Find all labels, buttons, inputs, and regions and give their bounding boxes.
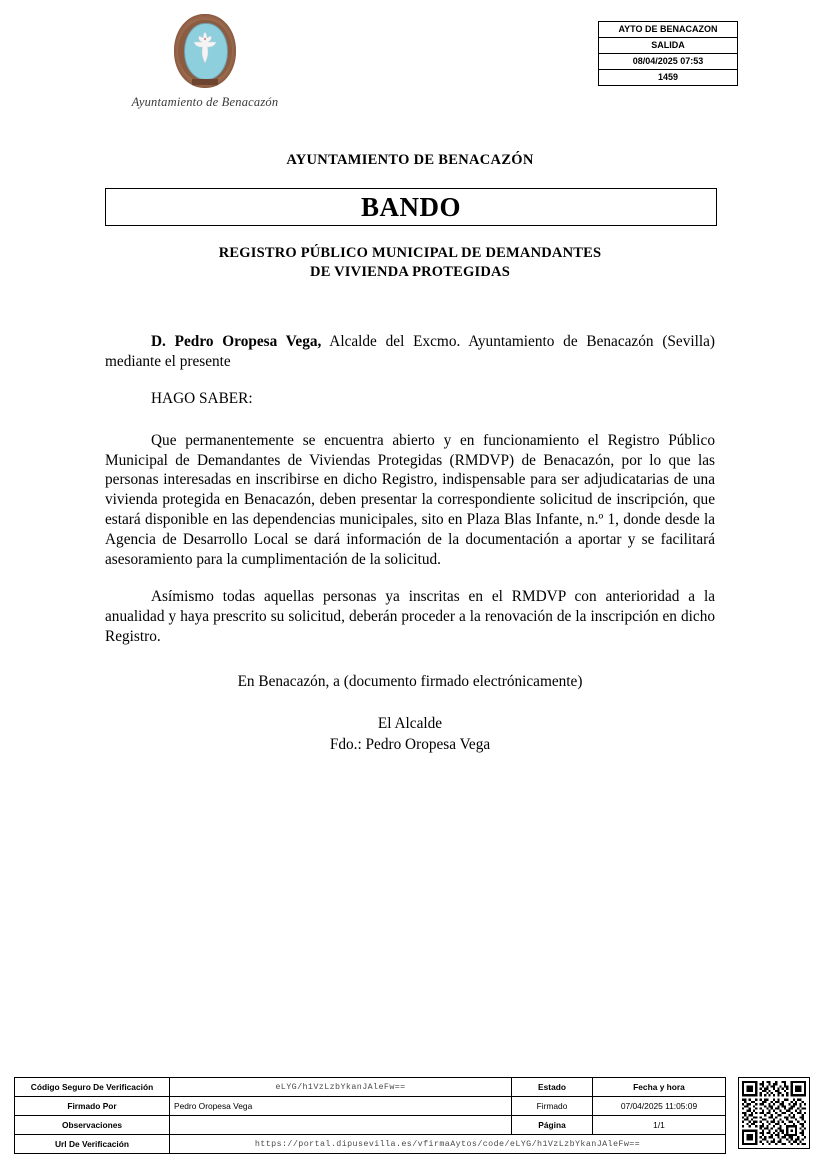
place-and-date: En Benacazón, a (documento firmado electrónicamente) (237, 673, 583, 691)
value-url[interactable]: https://portal.dipusevilla.es/vfirmaAytos/code/eLYG/h1VzLzbYkanJAleFw== (170, 1135, 726, 1154)
qr-code-icon[interactable] (738, 1077, 810, 1149)
dove-icon (192, 30, 218, 64)
value-state: Firmado (512, 1097, 593, 1116)
body-paragraph-2: Asímismo todas aquellas personas ya inscritas en el RMDVP con anterioridad a la anualidad y haya prescrito su solicitud, deberán proceder a la renovación de la inscripción en dicho Registro. (105, 587, 715, 645)
table-row (15, 1135, 726, 1154)
label-url: Url De Verificación (15, 1135, 170, 1154)
signature-block (105, 714, 715, 755)
verification-footer (14, 1077, 812, 1154)
mayor-name: D. Pedro Oropesa Vega, (151, 333, 322, 350)
value-signed-by: Pedro Oropesa Vega (170, 1097, 512, 1116)
subject-line-1: REGISTRO PÚBLICO MUNICIPAL DE DEMANDANTES (218, 245, 602, 261)
label-page: Página (512, 1116, 593, 1135)
document-body (105, 332, 715, 756)
registration-stamp (598, 21, 738, 86)
label-csv: Código Seguro De Verificación (15, 1078, 170, 1097)
document-type-box (105, 188, 717, 226)
signer-title: El Alcalde (377, 715, 443, 733)
stamp-entity: AYTO DE BENACAZON (599, 22, 737, 38)
label-datetime: Fecha y hora (593, 1078, 726, 1097)
body-paragraph-1: Que permanentemente se encuentra abierto y en funcionamiento el Registro Público Municipal de Demandantes de Viviendas Protegidas (RMDVP) de Benacazón, por lo que las personas interesadas en inscribirse en dicho Registro, indispensable para ser adjudicatarias de una vivienda protegida en Benacazón, deben presentar la correspondiente solicitud de inscripción, que estará disponible en las dependencias municipales, sito en Plaza Blas Infante, n.º 1, donde desde la Agencia de Desarrollo Local se dará información de la documentación a aportar y se facilitará asesoramiento para la cumplimentación de la solicitud. (105, 431, 715, 568)
table-row (15, 1078, 726, 1097)
label-state: Estado (512, 1078, 593, 1097)
value-datetime: 07/04/2025 11:05:09 (593, 1097, 726, 1116)
value-csv: eLYG/h1VzLzbYkanJAleFw== (170, 1078, 512, 1097)
document-type-title: BANDO (360, 192, 461, 222)
value-page: 1/1 (593, 1116, 726, 1135)
value-observations (170, 1116, 512, 1135)
qr-code-matrix (742, 1081, 806, 1145)
mayor-intro-paragraph (105, 332, 715, 372)
verification-table (14, 1077, 726, 1154)
label-observations: Observaciones (15, 1116, 170, 1135)
declaration-line: HAGO SABER: (151, 389, 253, 407)
table-row (15, 1097, 726, 1116)
label-signed-by: Firmado Por (15, 1097, 170, 1116)
logo-caption: Ayuntamiento de Benacazón (131, 95, 279, 109)
crest-nameplate (192, 79, 218, 85)
document-subject (105, 244, 715, 282)
stamp-datetime: 08/04/2025 07:53 (599, 54, 737, 70)
organization-title: AYUNTAMIENTO DE BENACAZÓN (286, 152, 534, 168)
mayor-intro-text: Alcalde del Excmo. Ayuntamiento de Benacazón (Sevilla) mediante el presente (105, 333, 715, 370)
municipality-logo-block (105, 14, 305, 110)
coat-of-arms-icon (174, 14, 236, 88)
stamp-number: 1459 (657, 72, 679, 83)
table-row (15, 1116, 726, 1135)
subject-line-2: DE VIVIENDA PROTEGIDAS (310, 264, 510, 281)
document-header (0, 0, 826, 130)
signer-name: Fdo.: Pedro Oropesa Vega (329, 735, 491, 753)
stamp-type: SALIDA (599, 38, 737, 54)
